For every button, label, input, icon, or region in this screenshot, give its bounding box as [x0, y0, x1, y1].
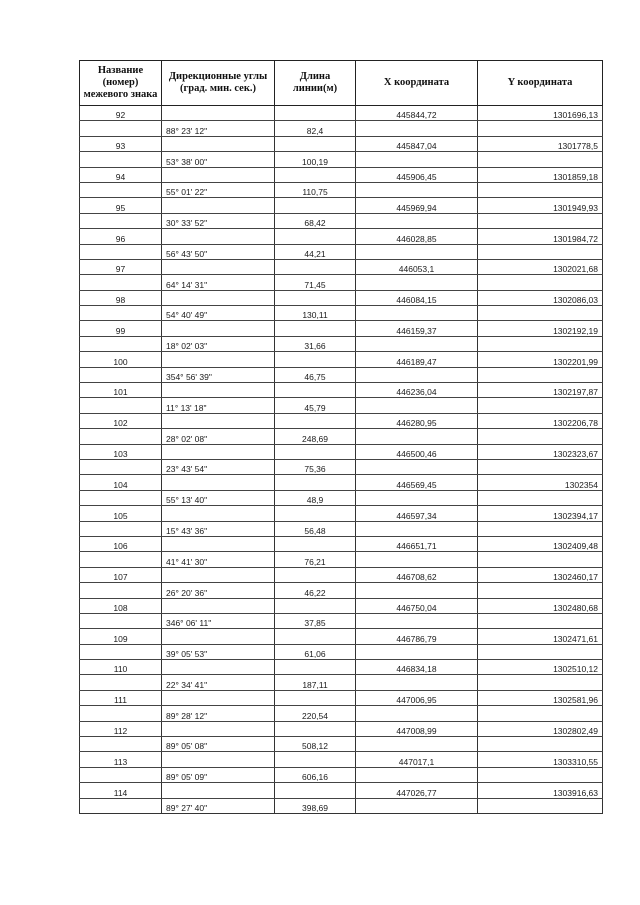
table-row-boundary-mark	[80, 167, 603, 182]
cell-mark-name: 98	[80, 290, 162, 305]
cell-y-coordinate	[478, 644, 603, 659]
cell-x-coordinate: 446280,95	[356, 413, 478, 428]
cell-line-length: 56,48	[275, 521, 356, 536]
cell-direction-angle: 56° 43' 50"	[162, 244, 275, 259]
cell-line-length	[275, 629, 356, 644]
cell-y-coordinate	[478, 552, 603, 567]
cell-y-coordinate: 1302354	[478, 475, 603, 490]
table-row-segment	[80, 398, 603, 413]
cell-line-length: 45,79	[275, 398, 356, 413]
cell-x-coordinate	[356, 398, 478, 413]
cell-direction-angle	[162, 259, 275, 274]
cell-line-length: 187,11	[275, 675, 356, 690]
table-row-boundary-mark	[80, 413, 603, 428]
cell-x-coordinate: 446159,37	[356, 321, 478, 336]
cell-line-length: 31,66	[275, 336, 356, 351]
header-x-coordinate: X координата	[356, 61, 478, 106]
table-header	[80, 61, 603, 106]
cell-direction-angle	[162, 506, 275, 521]
cell-line-length	[275, 567, 356, 582]
cell-y-coordinate: 1303916,63	[478, 783, 603, 798]
cell-mark-name	[80, 583, 162, 598]
cell-x-coordinate: 446750,04	[356, 598, 478, 613]
cell-line-length	[275, 167, 356, 182]
cell-x-coordinate	[356, 459, 478, 474]
cell-direction-angle	[162, 198, 275, 213]
cell-mark-name	[80, 552, 162, 567]
cell-direction-angle	[162, 106, 275, 121]
cell-x-coordinate: 446651,71	[356, 536, 478, 551]
cell-y-coordinate	[478, 521, 603, 536]
cell-line-length	[275, 444, 356, 459]
cell-direction-angle	[162, 444, 275, 459]
cell-direction-angle	[162, 229, 275, 244]
cell-mark-name: 99	[80, 321, 162, 336]
table-row-boundary-mark	[80, 475, 603, 490]
cell-direction-angle	[162, 352, 275, 367]
cell-x-coordinate: 447026,77	[356, 783, 478, 798]
cell-mark-name	[80, 398, 162, 413]
cell-line-length: 398,69	[275, 798, 356, 813]
cell-y-coordinate: 1302086,03	[478, 290, 603, 305]
header-y-coordinate: Y координата	[478, 61, 603, 106]
cell-y-coordinate: 1301949,93	[478, 198, 603, 213]
cell-x-coordinate: 447017,1	[356, 752, 478, 767]
cell-direction-angle: 26° 20' 36"	[162, 583, 275, 598]
table-row-boundary-mark	[80, 444, 603, 459]
cell-line-length: 46,75	[275, 367, 356, 382]
cell-direction-angle: 15° 43' 36"	[162, 521, 275, 536]
cell-direction-angle: 28° 02' 08"	[162, 429, 275, 444]
table-row-segment	[80, 429, 603, 444]
cell-y-coordinate: 1302201,99	[478, 352, 603, 367]
table-body	[80, 106, 603, 814]
cell-y-coordinate: 1302471,61	[478, 629, 603, 644]
table-row-segment	[80, 244, 603, 259]
cell-y-coordinate	[478, 675, 603, 690]
cell-mark-name: 111	[80, 690, 162, 705]
cell-x-coordinate: 446500,46	[356, 444, 478, 459]
cell-line-length	[275, 783, 356, 798]
cell-y-coordinate: 1302206,78	[478, 413, 603, 428]
cell-y-coordinate	[478, 398, 603, 413]
cell-y-coordinate: 1302409,48	[478, 536, 603, 551]
cell-line-length	[275, 352, 356, 367]
cell-x-coordinate	[356, 706, 478, 721]
cell-direction-angle	[162, 598, 275, 613]
cell-y-coordinate: 1302480,68	[478, 598, 603, 613]
cell-mark-name	[80, 275, 162, 290]
table-row-boundary-mark	[80, 106, 603, 121]
cell-mark-name	[80, 490, 162, 505]
table-row-segment	[80, 306, 603, 321]
cell-line-length	[275, 136, 356, 151]
cell-y-coordinate: 1301778,5	[478, 136, 603, 151]
cell-line-length: 130,11	[275, 306, 356, 321]
cell-direction-angle	[162, 690, 275, 705]
cell-line-length	[275, 536, 356, 551]
cell-line-length: 100,19	[275, 152, 356, 167]
cell-y-coordinate: 1301859,18	[478, 167, 603, 182]
table-row-segment	[80, 367, 603, 382]
cell-direction-angle: 354° 56' 39"	[162, 367, 275, 382]
cell-mark-name	[80, 798, 162, 813]
cell-direction-angle	[162, 290, 275, 305]
cell-y-coordinate	[478, 583, 603, 598]
table-row-boundary-mark	[80, 259, 603, 274]
cell-x-coordinate	[356, 521, 478, 536]
cell-mark-name	[80, 306, 162, 321]
cell-line-length: 48,9	[275, 490, 356, 505]
cell-mark-name	[80, 336, 162, 351]
cell-mark-name: 105	[80, 506, 162, 521]
table-row-segment	[80, 121, 603, 136]
cell-direction-angle: 55° 01' 22"	[162, 182, 275, 197]
cell-line-length: 82,4	[275, 121, 356, 136]
cell-mark-name: 108	[80, 598, 162, 613]
table-row-boundary-mark	[80, 783, 603, 798]
cell-mark-name: 107	[80, 567, 162, 582]
cell-y-coordinate	[478, 336, 603, 351]
table-row-boundary-mark	[80, 567, 603, 582]
cell-line-length: 71,45	[275, 275, 356, 290]
table-row-boundary-mark	[80, 506, 603, 521]
table-row-segment	[80, 644, 603, 659]
table-row-segment	[80, 613, 603, 628]
table-row-boundary-mark	[80, 721, 603, 736]
cell-x-coordinate	[356, 644, 478, 659]
cell-mark-name: 103	[80, 444, 162, 459]
cell-mark-name: 102	[80, 413, 162, 428]
cell-x-coordinate	[356, 121, 478, 136]
cell-direction-angle: 346° 06' 11"	[162, 613, 275, 628]
cell-direction-angle	[162, 321, 275, 336]
table-row-segment	[80, 675, 603, 690]
cell-y-coordinate	[478, 244, 603, 259]
cell-line-length: 110,75	[275, 182, 356, 197]
cell-y-coordinate	[478, 798, 603, 813]
table-row-boundary-mark	[80, 629, 603, 644]
cell-direction-angle: 55° 13' 40"	[162, 490, 275, 505]
table-row-segment	[80, 521, 603, 536]
cell-direction-angle: 53° 38' 00"	[162, 152, 275, 167]
table-row-segment	[80, 336, 603, 351]
cell-direction-angle: 39° 05' 53"	[162, 644, 275, 659]
cell-mark-name	[80, 213, 162, 228]
cell-mark-name: 97	[80, 259, 162, 274]
cell-line-length: 44,21	[275, 244, 356, 259]
cell-y-coordinate	[478, 152, 603, 167]
cell-y-coordinate	[478, 306, 603, 321]
cell-direction-angle: 89° 05' 09"	[162, 767, 275, 782]
table-row-boundary-mark	[80, 598, 603, 613]
cell-x-coordinate: 446834,18	[356, 660, 478, 675]
cell-x-coordinate: 446708,62	[356, 567, 478, 582]
cell-direction-angle	[162, 721, 275, 736]
cell-line-length	[275, 198, 356, 213]
cell-line-length: 37,85	[275, 613, 356, 628]
cell-y-coordinate: 1302197,87	[478, 383, 603, 398]
cell-line-length	[275, 229, 356, 244]
table-row-boundary-mark	[80, 198, 603, 213]
cell-line-length: 248,69	[275, 429, 356, 444]
cell-mark-name: 94	[80, 167, 162, 182]
cell-line-length: 220,54	[275, 706, 356, 721]
cell-y-coordinate	[478, 613, 603, 628]
cell-line-length	[275, 259, 356, 274]
cell-direction-angle	[162, 383, 275, 398]
cell-x-coordinate	[356, 490, 478, 505]
cell-line-length	[275, 413, 356, 428]
cell-direction-angle	[162, 752, 275, 767]
cell-mark-name: 104	[80, 475, 162, 490]
cell-x-coordinate	[356, 583, 478, 598]
cell-mark-name	[80, 737, 162, 752]
table-row-segment	[80, 706, 603, 721]
table-row-boundary-mark	[80, 752, 603, 767]
table-row-segment	[80, 213, 603, 228]
cell-y-coordinate: 1302192,19	[478, 321, 603, 336]
cell-line-length	[275, 383, 356, 398]
cell-y-coordinate	[478, 737, 603, 752]
cell-x-coordinate: 447006,95	[356, 690, 478, 705]
cell-direction-angle: 41° 41' 30"	[162, 552, 275, 567]
cell-mark-name: 109	[80, 629, 162, 644]
cell-x-coordinate	[356, 675, 478, 690]
cell-direction-angle: 89° 05' 08"	[162, 737, 275, 752]
cell-line-length	[275, 506, 356, 521]
cell-mark-name: 93	[80, 136, 162, 151]
table-row-boundary-mark	[80, 660, 603, 675]
cell-mark-name	[80, 521, 162, 536]
table-row-segment	[80, 552, 603, 567]
cell-x-coordinate	[356, 613, 478, 628]
table-row-segment	[80, 767, 603, 782]
cell-y-coordinate	[478, 182, 603, 197]
cell-mark-name: 96	[80, 229, 162, 244]
table-row-segment	[80, 490, 603, 505]
table-row-boundary-mark	[80, 321, 603, 336]
cell-mark-name: 110	[80, 660, 162, 675]
cell-y-coordinate: 1302510,12	[478, 660, 603, 675]
cell-x-coordinate	[356, 152, 478, 167]
cell-y-coordinate: 1301696,13	[478, 106, 603, 121]
table-row-segment	[80, 583, 603, 598]
cell-direction-angle: 11° 13' 18"	[162, 398, 275, 413]
cell-x-coordinate: 446028,85	[356, 229, 478, 244]
cell-x-coordinate: 446597,34	[356, 506, 478, 521]
cell-direction-angle	[162, 136, 275, 151]
cell-line-length: 68,42	[275, 213, 356, 228]
cell-line-length: 508,12	[275, 737, 356, 752]
cell-y-coordinate: 1302581,96	[478, 690, 603, 705]
cell-y-coordinate: 1302460,17	[478, 567, 603, 582]
cell-mark-name: 106	[80, 536, 162, 551]
cell-x-coordinate	[356, 182, 478, 197]
cell-direction-angle: 88° 23' 12"	[162, 121, 275, 136]
cell-y-coordinate	[478, 121, 603, 136]
table-row-segment	[80, 152, 603, 167]
cell-y-coordinate	[478, 429, 603, 444]
cell-mark-name	[80, 644, 162, 659]
cell-direction-angle: 89° 27' 40"	[162, 798, 275, 813]
table-row-boundary-mark	[80, 690, 603, 705]
table-row-boundary-mark	[80, 229, 603, 244]
cell-line-length	[275, 475, 356, 490]
cell-direction-angle	[162, 629, 275, 644]
cell-x-coordinate: 446569,45	[356, 475, 478, 490]
cell-direction-angle: 64° 14' 31"	[162, 275, 275, 290]
cell-x-coordinate: 445969,94	[356, 198, 478, 213]
coordinates-table	[79, 60, 603, 814]
cell-x-coordinate: 446053,1	[356, 259, 478, 274]
cell-line-length: 606,16	[275, 767, 356, 782]
cell-mark-name	[80, 767, 162, 782]
cell-line-length	[275, 290, 356, 305]
cell-direction-angle: 30° 33' 52"	[162, 213, 275, 228]
cell-y-coordinate	[478, 367, 603, 382]
header-mark-name: Название (номер) межевого знака	[80, 61, 162, 106]
cell-line-length	[275, 752, 356, 767]
cell-direction-angle	[162, 536, 275, 551]
cell-direction-angle	[162, 783, 275, 798]
cell-line-length	[275, 660, 356, 675]
cell-line-length: 61,06	[275, 644, 356, 659]
cell-mark-name	[80, 675, 162, 690]
cell-x-coordinate	[356, 367, 478, 382]
cell-line-length: 75,36	[275, 459, 356, 474]
cell-y-coordinate	[478, 706, 603, 721]
table-row-boundary-mark	[80, 383, 603, 398]
cell-y-coordinate	[478, 767, 603, 782]
cell-x-coordinate	[356, 336, 478, 351]
table-row-boundary-mark	[80, 536, 603, 551]
cell-y-coordinate: 1303310,55	[478, 752, 603, 767]
cell-y-coordinate	[478, 459, 603, 474]
cell-y-coordinate: 1302394,17	[478, 506, 603, 521]
cell-x-coordinate	[356, 767, 478, 782]
cell-line-length	[275, 106, 356, 121]
cell-x-coordinate: 446786,79	[356, 629, 478, 644]
cell-line-length	[275, 321, 356, 336]
cell-x-coordinate: 445906,45	[356, 167, 478, 182]
cell-y-coordinate	[478, 213, 603, 228]
cell-x-coordinate: 446189,47	[356, 352, 478, 367]
cell-direction-angle	[162, 167, 275, 182]
table-row-boundary-mark	[80, 290, 603, 305]
cell-x-coordinate	[356, 306, 478, 321]
cell-direction-angle	[162, 413, 275, 428]
cell-y-coordinate: 1302802,49	[478, 721, 603, 736]
cell-x-coordinate: 447008,99	[356, 721, 478, 736]
cell-direction-angle	[162, 475, 275, 490]
cell-y-coordinate	[478, 490, 603, 505]
cell-mark-name	[80, 459, 162, 474]
cell-x-coordinate: 446084,15	[356, 290, 478, 305]
cell-line-length	[275, 721, 356, 736]
table-row-boundary-mark	[80, 352, 603, 367]
cell-x-coordinate: 445844,72	[356, 106, 478, 121]
header-line-length: Длина линии(м)	[275, 61, 356, 106]
cell-mark-name	[80, 182, 162, 197]
cell-direction-angle: 54° 40' 49"	[162, 306, 275, 321]
cell-mark-name: 95	[80, 198, 162, 213]
table-row-segment	[80, 459, 603, 474]
table-row-segment	[80, 798, 603, 813]
cell-y-coordinate	[478, 275, 603, 290]
cell-mark-name: 92	[80, 106, 162, 121]
cell-mark-name	[80, 706, 162, 721]
header-direction-angle: Дирекционные углы (град. мин. сек.)	[162, 61, 275, 106]
cell-mark-name: 101	[80, 383, 162, 398]
cell-mark-name: 112	[80, 721, 162, 736]
cell-line-length	[275, 598, 356, 613]
cell-x-coordinate	[356, 552, 478, 567]
cell-y-coordinate: 1302021,68	[478, 259, 603, 274]
cell-mark-name	[80, 121, 162, 136]
cell-x-coordinate	[356, 737, 478, 752]
cell-mark-name	[80, 613, 162, 628]
cell-mark-name	[80, 367, 162, 382]
cell-mark-name	[80, 429, 162, 444]
cell-direction-angle: 23° 43' 54"	[162, 459, 275, 474]
cell-x-coordinate: 445847,04	[356, 136, 478, 151]
cell-line-length	[275, 690, 356, 705]
cell-mark-name	[80, 244, 162, 259]
cell-x-coordinate	[356, 244, 478, 259]
cell-direction-angle: 18° 02' 03"	[162, 336, 275, 351]
cell-y-coordinate: 1302323,67	[478, 444, 603, 459]
cell-x-coordinate	[356, 213, 478, 228]
cell-mark-name: 113	[80, 752, 162, 767]
cell-direction-angle: 89° 28' 12"	[162, 706, 275, 721]
table-row-segment	[80, 737, 603, 752]
cell-mark-name: 114	[80, 783, 162, 798]
table-row-segment	[80, 275, 603, 290]
cell-direction-angle: 22° 34' 41"	[162, 675, 275, 690]
cell-mark-name: 100	[80, 352, 162, 367]
cell-x-coordinate	[356, 275, 478, 290]
cell-direction-angle	[162, 567, 275, 582]
cell-x-coordinate: 446236,04	[356, 383, 478, 398]
cell-mark-name	[80, 152, 162, 167]
cell-x-coordinate	[356, 429, 478, 444]
header-row	[80, 61, 603, 106]
cell-line-length: 46,22	[275, 583, 356, 598]
cell-direction-angle	[162, 660, 275, 675]
table-row-boundary-mark	[80, 136, 603, 151]
cell-y-coordinate: 1301984,72	[478, 229, 603, 244]
cell-line-length: 76,21	[275, 552, 356, 567]
cell-x-coordinate	[356, 798, 478, 813]
table-row-segment	[80, 182, 603, 197]
